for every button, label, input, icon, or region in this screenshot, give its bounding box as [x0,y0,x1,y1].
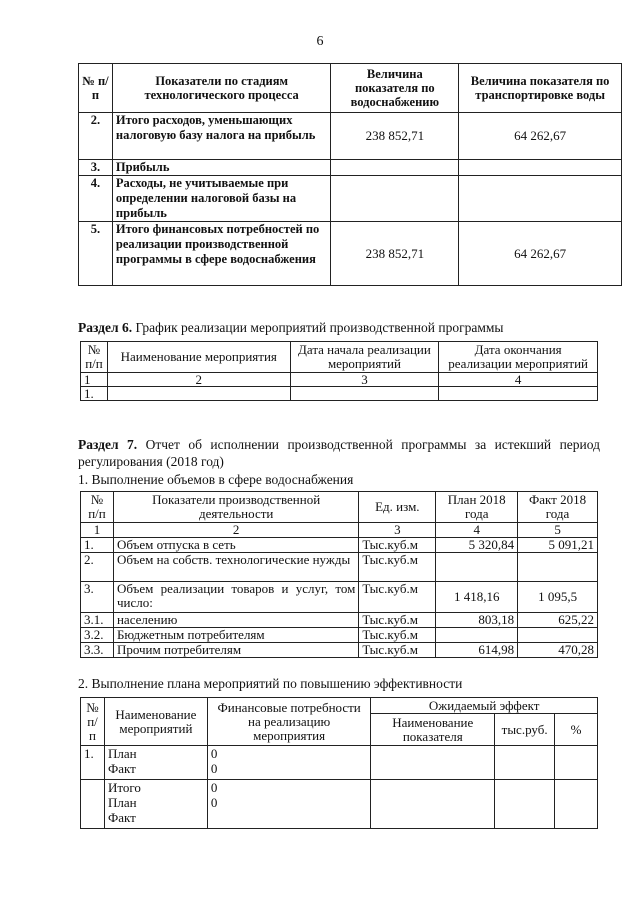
section-6-heading [78,320,504,336]
row-percent [555,780,598,829]
row-name: Итого расходов, уменьшающих налоговую базу налога на прибыль [112,113,330,160]
header-start-date: Дата начала реализации мероприятий [290,342,439,373]
row-indicator [371,746,495,780]
value-total: 0 [210,780,218,795]
table-header-row [81,492,598,523]
table-row [81,746,598,780]
row-plan: 1 418,16 [436,582,518,613]
row-num: 1. [81,387,108,401]
subheading-efficiency: 2. Выполнение плана мероприятий по повышению эффективности [78,676,463,691]
row-labels [104,780,207,829]
row-num [81,780,105,829]
index-row [81,523,598,538]
row-num: 3.3. [81,643,114,658]
volumes-table [80,491,598,658]
header-plan: План 2018 года [436,492,518,523]
schedule-table [80,341,598,401]
row-fact: 5 091,21 [518,538,598,553]
row-name: Прочим потребителям [113,643,358,658]
header-unit: Ед. изм. [359,492,436,523]
table-row [81,538,598,553]
section-7-heading [78,436,600,470]
index-cell: 4 [439,373,598,387]
table-row [81,780,598,829]
label-total: Итого [107,780,141,795]
header-num: № п/п [81,698,105,746]
table-row [79,160,622,176]
row-name: Объем на собств. технологические нужды [113,553,358,582]
table-row [81,643,598,658]
table-row [81,613,598,628]
row-name: Объем реализации товаров и услуг, том число: [113,582,358,613]
table-row [81,553,598,582]
table-row [79,113,622,160]
header-transport: Величина показателя по транспортировке воды [459,64,622,113]
header-indicator-name: Наименование показателя [371,714,495,746]
row-num: 1. [81,538,114,553]
section-7-title: Отчет об исполнении производственной программы за истекший период регулирования (2018 год) [78,437,601,469]
row-name: населению [113,613,358,628]
row-num: 3.2. [81,628,114,643]
section-7-label: Раздел 7. [78,437,138,452]
index-row [81,373,598,387]
row-fact: 625,22 [518,613,598,628]
table-header-row [81,698,598,714]
row-labels [104,746,207,780]
index-cell: 2 [113,523,358,538]
table-row [79,176,622,222]
row-indicator [371,780,495,829]
index-cell: 5 [518,523,598,538]
row-water-value [331,176,459,222]
row-name: Итого финансовых потребностей по реализации производственной программы в сфере водоснабжения [112,222,330,286]
cost-indicators-table [78,63,622,286]
header-num: № п/п [79,64,113,113]
row-num: 4. [79,176,113,222]
index-cell: 4 [436,523,518,538]
row-start-date [290,387,439,401]
section-6-label: Раздел 6. [78,320,133,335]
row-water-value: 238 852,71 [331,222,459,286]
header-activity: Наименование мероприятия [107,342,290,373]
section-6-title: График реализации мероприятий производственной программы [132,320,504,335]
row-unit: Тыс.куб.м [359,628,436,643]
header-expected-effect: Ожидаемый эффект [371,698,598,714]
row-rub [495,780,555,829]
row-activity [107,387,290,401]
row-plan [436,628,518,643]
row-transport-value: 64 262,67 [459,113,622,160]
row-rub [495,746,555,780]
header-fact: Факт 2018 года [518,492,598,523]
header-finance: Финансовые потребности на реализацию мероприятия [207,698,371,746]
row-fact: 470,28 [518,643,598,658]
row-transport-value [459,160,622,176]
row-num: 2. [81,553,114,582]
row-fact: 1 095,5 [518,582,598,613]
index-cell: 1 [81,523,114,538]
header-water: Величина показателя по водоснабжению [331,64,459,113]
value-fact: 0 [210,761,218,776]
value-plan: 0 [210,795,218,810]
header-num: № п/п [81,342,108,373]
row-unit: Тыс.куб.м [359,538,436,553]
row-num: 2. [79,113,113,160]
row-name: Прибыль [112,160,330,176]
table-row [81,582,598,613]
row-num: 1. [81,746,105,780]
row-plan: 5 320,84 [436,538,518,553]
header-indicator: Показатели по стадиям технологического процесса [112,64,330,113]
row-unit: Тыс.куб.м [359,553,436,582]
value-plan: 0 [210,746,218,761]
row-name: Объем отпуска в сеть [113,538,358,553]
row-name: Расходы, не учитываемые при определении налоговой базы на прибыль [112,176,330,222]
row-transport-value [459,176,622,222]
row-transport-value: 64 262,67 [459,222,622,286]
row-plan: 803,18 [436,613,518,628]
label-plan: План [107,795,137,810]
header-indicator: Показатели производственной деятельности [113,492,358,523]
row-percent [555,746,598,780]
row-unit: Тыс.куб.м [359,613,436,628]
row-plan [436,553,518,582]
table-row [79,222,622,286]
table-header-row [81,342,598,373]
header-activity: Наименование мероприятий [104,698,207,746]
label-plan: План [107,746,137,761]
row-water-value: 238 852,71 [331,113,459,160]
index-cell: 1 [81,373,108,387]
row-num: 3.1. [81,613,114,628]
row-num: 5. [79,222,113,286]
row-water-value [331,160,459,176]
row-unit: Тыс.куб.м [359,582,436,613]
label-fact: Факт [107,810,136,825]
row-name: Бюджетным потребителям [113,628,358,643]
table-header-row [79,64,622,113]
index-cell: 2 [107,373,290,387]
row-unit: Тыс.куб.м [359,643,436,658]
row-fact [518,553,598,582]
header-percent: % [555,714,598,746]
table-row [81,628,598,643]
header-rub: тыс.руб. [495,714,555,746]
label-fact: Факт [107,761,136,776]
efficiency-table [80,697,598,829]
header-end-date: Дата окончания реализации мероприятий [439,342,598,373]
row-finance [207,780,371,829]
row-num: 3. [79,160,113,176]
page-number: 6 [316,34,324,49]
index-cell: 3 [290,373,439,387]
subheading-volumes: 1. Выполнение объемов в сфере водоснабжения [78,472,354,487]
header-num: № п/п [81,492,114,523]
row-plan: 614,98 [436,643,518,658]
row-finance [207,746,371,780]
index-cell: 3 [359,523,436,538]
row-end-date [439,387,598,401]
table-row [81,387,598,401]
row-num: 3. [81,582,114,613]
row-fact [518,628,598,643]
